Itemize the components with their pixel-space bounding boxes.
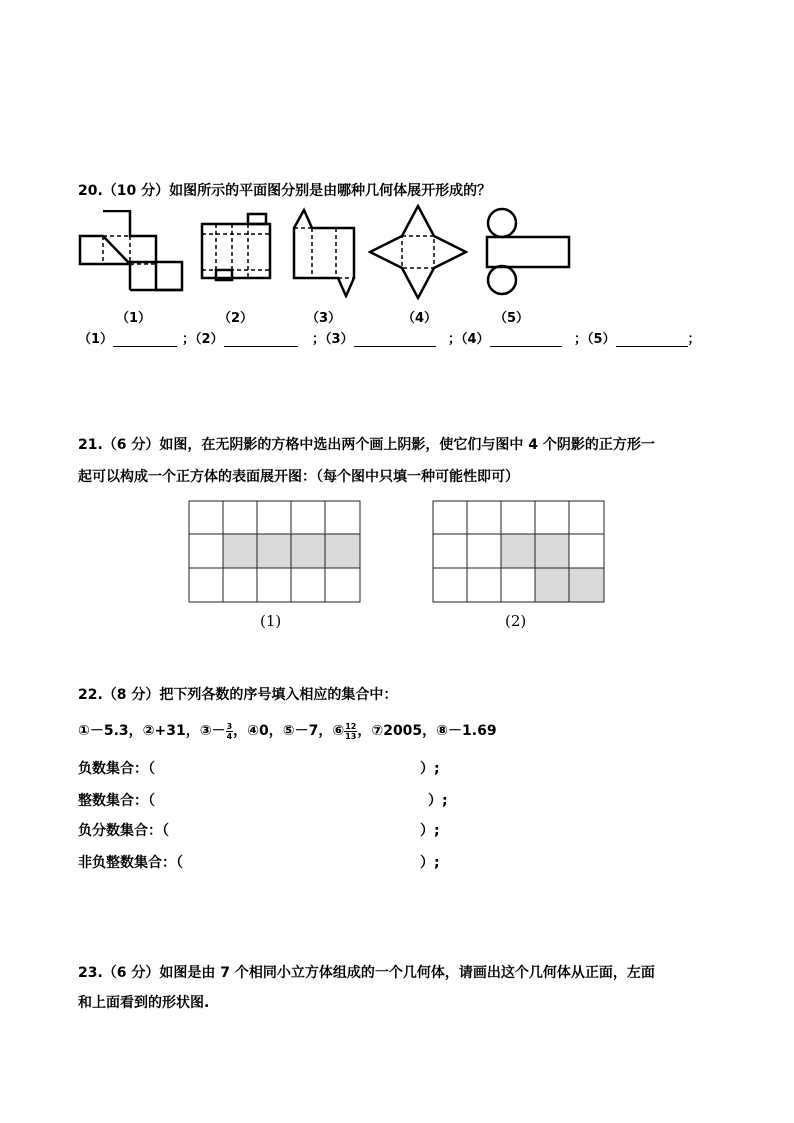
q21-line1: 21.（6 分）如图，在无阴影的方格中选出两个画上阴影，使它们与图中 4 个阴影的正方形一	[78, 437, 655, 453]
figure-label-2: （2）	[218, 311, 254, 326]
net-figure-1	[78, 210, 188, 292]
set-non-negative-integer-close: ）;	[420, 855, 440, 871]
net-figure-2	[198, 212, 274, 282]
q21-line2: 起可以构成一个正方体的表面展开图：（每个图中只填一种可能性即可）	[78, 469, 519, 485]
set-negative-close: ）;	[420, 761, 440, 777]
answer-prefix-2: ；（2）	[182, 332, 224, 347]
set-non-negative-integer-label: 非负整数集合：（	[78, 855, 183, 871]
grid-label-1: (1)	[260, 612, 282, 630]
grid-1	[188, 500, 362, 604]
set-integer-close: ）;	[428, 793, 448, 809]
q22-number-list	[78, 720, 497, 742]
answer-blank-5[interactable]	[616, 332, 688, 347]
numbers-part-1: ①－5.3，②+31，③－	[78, 723, 226, 739]
answer-prefix-1: （1）	[78, 332, 114, 347]
answer-blank-4[interactable]	[490, 332, 562, 347]
figure-label-5: （5）	[494, 311, 530, 326]
answer-suffix: ；	[687, 332, 701, 347]
answer-blank-3[interactable]	[354, 332, 436, 347]
q23-line1: 23.（6 分）如图是由 7 个相同小立方体组成的一个几何体，请画出这个几何体从正面，左面	[78, 965, 655, 981]
grid-2	[432, 500, 606, 604]
grid-label-2: (2)	[505, 612, 527, 630]
fraction-12-13: $\frac{12}{13}$	[345, 721, 357, 741]
answer-prefix-3: ；（3）	[312, 332, 354, 347]
figure-label-4: （4）	[402, 311, 438, 326]
q20-text: 20.（10 分）如图所示的平面图分别是由哪种几何体展开形成的？	[78, 183, 492, 199]
net-figure-4	[368, 204, 468, 300]
net-figure-5	[484, 206, 572, 296]
figure-label-3: （3）	[306, 311, 342, 326]
answer-blank-1[interactable]	[113, 332, 177, 347]
set-negative-fraction-close: ）;	[420, 823, 440, 839]
fraction-3-4: $\frac{3}{4}$	[226, 721, 233, 741]
set-negative-label: 负数集合：（	[78, 761, 155, 777]
answer-blank-2[interactable]	[224, 332, 298, 347]
figure-label-1: （1）	[116, 311, 152, 326]
set-integer-label: 整数集合：（	[78, 793, 155, 809]
numbers-part-3: ，⑦2005，⑧－1.69	[357, 723, 497, 739]
q23-line2: 和上面看到的形状图.	[78, 995, 210, 1011]
net-figure-3	[290, 206, 366, 298]
numbers-part-2: ，④0，⑤－7，⑥	[233, 723, 345, 739]
set-negative-fraction-label: 负分数集合：（	[78, 823, 169, 839]
q22-text: 22.（8 分）把下列各数的序号填入相应的集合中：	[78, 687, 398, 703]
answer-prefix-5: ；（5）	[574, 332, 616, 347]
answer-prefix-4: ；（4）	[448, 332, 490, 347]
